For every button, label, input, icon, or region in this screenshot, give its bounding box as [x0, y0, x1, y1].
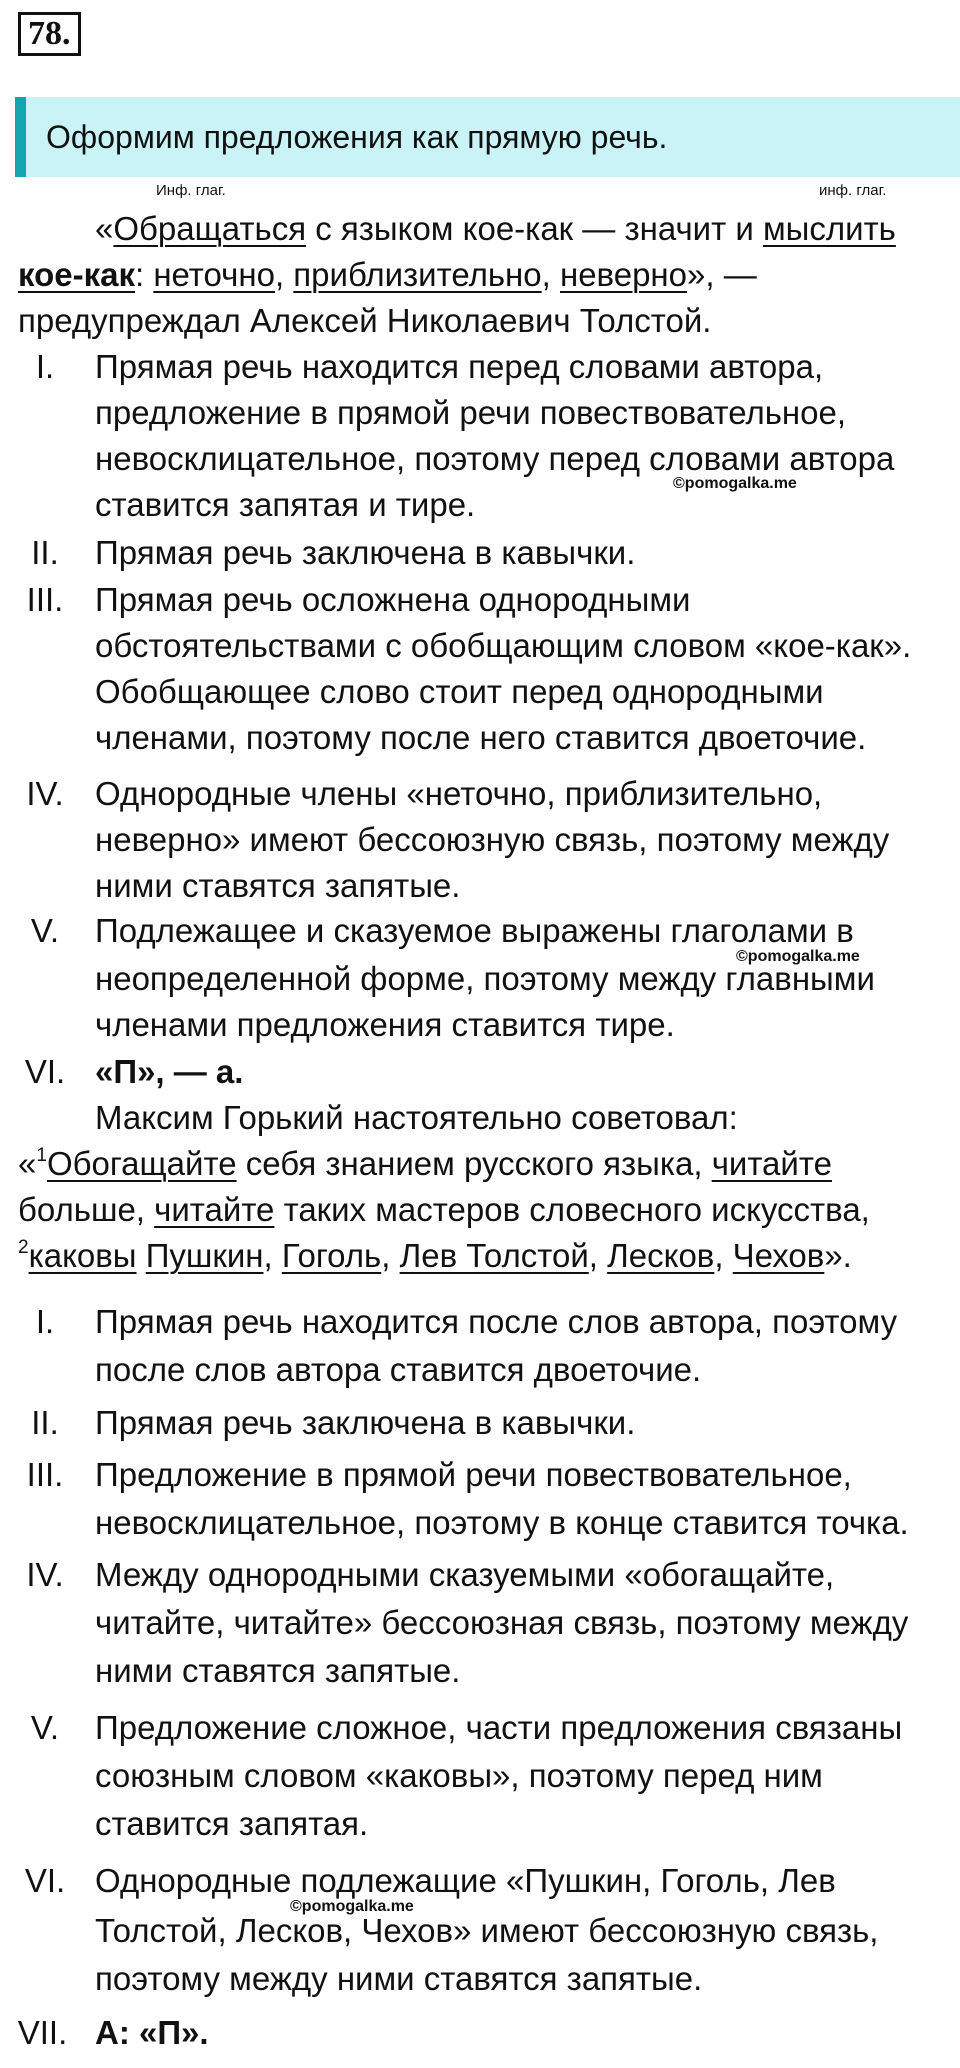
subject-word: Лев Толстой: [399, 1237, 589, 1274]
item-text: после слов автора ставится двоеточие.: [95, 1351, 702, 1388]
item-text: неверно» имеют бессоюзную связь, поэтому между: [95, 821, 890, 858]
watermark: ©pomogalka.me: [673, 475, 797, 492]
scheme-text: А: «П».: [95, 2014, 209, 2051]
watermark: ©pomogalka.me: [290, 1898, 414, 1915]
item-roman: VII.: [17, 2014, 68, 2051]
item-text: Однородные подлежащие «Пушкин, Гоголь, Лев: [95, 1862, 836, 1899]
item-text: предложение в прямой речи повествовательное,: [95, 394, 846, 431]
item-text: членами, поэтому после него ставится двоеточие.: [95, 719, 867, 756]
predicate-word: читайте: [711, 1145, 832, 1182]
item-text: Толстой, Лесков, Чехов» имеют бессоюзную связь,: [95, 1912, 879, 1949]
sentence1-line2: кое-как: неточно, приблизительно, неверно», —: [18, 256, 757, 293]
grammar-tag-left: Инф. глаг.: [156, 182, 226, 199]
scheme-text: «П», — а.: [95, 1053, 244, 1090]
item-text: невосклицательное, поэтому в конце ставится точка.: [95, 1504, 909, 1541]
item-text: Однородные члены «неточно, приблизительно,: [95, 775, 823, 812]
subject-word: Обращаться: [113, 210, 307, 247]
item-roman: III.: [26, 581, 64, 618]
item-text: ставится запятая и тире.: [95, 486, 476, 523]
predicate-word: каковы: [28, 1237, 137, 1274]
item-text: членами предложения ставится тире.: [95, 1006, 675, 1043]
item-text: Прямая речь заключена в кавычки.: [95, 1404, 636, 1441]
item-roman: III.: [26, 1456, 64, 1493]
exercise-number: 78.: [18, 12, 81, 56]
item-text: Между однородными сказуемыми «обогащайте,: [95, 1556, 835, 1593]
item-text: Прямая речь находится перед словами автора,: [95, 348, 824, 385]
item-text: Прямая речь заключена в кавычки.: [95, 534, 636, 571]
sentence2-line2: «$^1$Обогащайте себя знанием русского языка, читайте: [18, 1145, 832, 1182]
generalizing-word: кое-как: [18, 256, 135, 293]
item-roman: V.: [30, 1709, 60, 1746]
task-banner: Оформим предложения как прямую речь.: [15, 97, 960, 177]
item-text: обстоятельствами с обобщающим словом «кое-как».: [95, 627, 912, 664]
item-text: Прямая речь осложнена однородными: [95, 581, 691, 618]
homogeneous-word: неточно: [153, 256, 275, 293]
grammar-tag-right: инф. глаг.: [819, 182, 887, 199]
item-roman: I.: [35, 348, 55, 385]
item-roman: VI.: [24, 1053, 66, 1090]
predicate-word: Обогащайте: [46, 1145, 237, 1182]
homogeneous-word: приблизительно: [293, 256, 542, 293]
item-text: Обобщающее слово стоит перед однородными: [95, 673, 824, 710]
item-text: союзным словом «каковы», поэтому перед ним: [95, 1757, 823, 1794]
item-roman: IV.: [26, 1556, 64, 1593]
predicate-word: читайте: [154, 1191, 275, 1228]
item-text: ставится запятая.: [95, 1805, 369, 1842]
item-text: ними ставятся запятые.: [95, 1652, 461, 1689]
sentence2-line3: больше, читайте таких мастеров словесного искусства,: [18, 1191, 870, 1228]
item-text: Предложение в прямой речи повествовательное,: [95, 1456, 852, 1493]
item-text: читайте, читайте» бессоюзная связь, поэтому между: [95, 1604, 909, 1641]
item-roman: I.: [35, 1303, 55, 1340]
sentence1-line3: предупреждал Алексей Николаевич Толстой.: [18, 302, 712, 339]
item-roman: V.: [30, 912, 60, 949]
item-roman: II.: [31, 534, 59, 571]
homogeneous-word: неверно: [559, 256, 688, 293]
item-roman: IV.: [26, 775, 64, 812]
item-text: Предложение сложное, части предложения связаны: [95, 1709, 903, 1746]
subject-word: Гоголь: [281, 1237, 382, 1274]
sentence1-line1: «Обращаться с языком кое-как — значит и мыслить: [95, 210, 896, 247]
sentence2-line1: Максим Горький настоятельно советовал:: [95, 1099, 738, 1136]
watermark: ©pomogalka.me: [736, 948, 860, 965]
item-text: Прямая речь находится после слов автора, поэтому: [95, 1303, 898, 1340]
subject-word: Чехов: [732, 1237, 825, 1274]
subject-word: Лесков: [607, 1237, 715, 1274]
item-text: поэтому между ними ставятся запятые.: [95, 1960, 703, 1997]
subject-word: Пушкин: [145, 1237, 264, 1274]
sentence2-line4: $^2$каковы Пушкин, Гоголь, Лев Толстой, Лесков, Чехов».: [18, 1237, 852, 1274]
predicate-word: мыслить: [762, 210, 896, 247]
item-roman: VI.: [24, 1862, 66, 1899]
item-text: неопределенной форме, поэтому между главными: [95, 960, 875, 997]
item-text: невосклицательное, поэтому перед словами автора: [95, 440, 895, 477]
item-roman: II.: [31, 1404, 59, 1441]
item-text: Подлежащее и сказуемое выражены глаголами в: [95, 912, 854, 949]
item-text: ними ставятся запятые.: [95, 867, 461, 904]
